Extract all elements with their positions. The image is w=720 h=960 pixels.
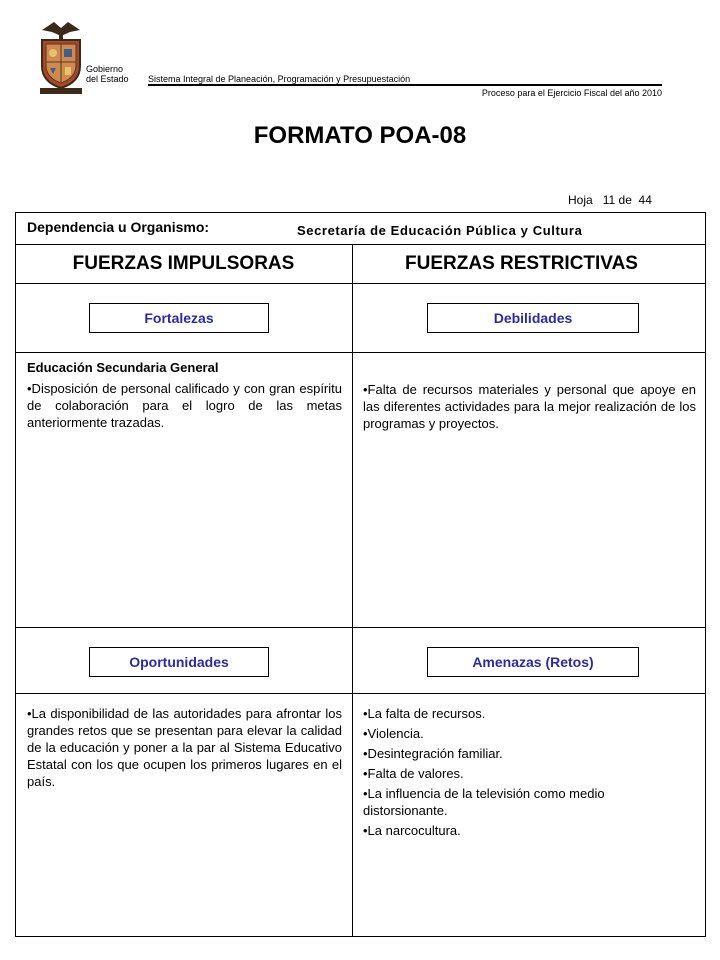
column-divider bbox=[352, 244, 353, 937]
system-name: Sistema Integral de Planeación, Programación y Presupuestación bbox=[148, 74, 411, 84]
gov-line-2: del Estado bbox=[86, 74, 129, 84]
list-item: •La narcocultura. bbox=[363, 823, 461, 838]
list-item: •La influencia de la televisión como medio distorsionante. bbox=[363, 786, 605, 818]
sheet-total: 44 bbox=[638, 193, 652, 207]
row-divider bbox=[15, 693, 706, 694]
dependency-label: Dependencia u Organismo: bbox=[27, 219, 210, 235]
state-seal-icon bbox=[36, 18, 86, 96]
sheet-counter bbox=[568, 193, 652, 207]
strengths-category: Educación Secundaria General bbox=[27, 360, 219, 375]
gov-line-1: Gobierno bbox=[86, 64, 124, 74]
sheet-current: 11 bbox=[602, 193, 616, 207]
sheet-of: de bbox=[618, 193, 632, 207]
row-divider bbox=[15, 244, 706, 245]
list-item: •Falta de recursos materiales y personal que apoye en las diferentes actividades para la mejor realización de los programas y proyectos. bbox=[363, 382, 696, 431]
threats-content bbox=[363, 705, 663, 842]
process-label: Proceso para el Ejercicio Fiscal del año 2010 bbox=[481, 88, 662, 98]
list-item: •Desintegración familiar. bbox=[363, 746, 503, 761]
opportunities-content bbox=[27, 705, 342, 793]
list-item: •Disposición de personal calificado y con gran espíritu de colaboración para el logro de las metas anteriormente trazadas. bbox=[27, 381, 342, 430]
dependency-value: Secretaría de Educación Pública y Cultura bbox=[297, 223, 583, 238]
strengths-heading: Fortalezas bbox=[89, 303, 269, 333]
sheet-label: Hoja bbox=[568, 193, 593, 207]
weaknesses-heading: Debilidades bbox=[427, 303, 639, 333]
strengths-content bbox=[27, 359, 342, 434]
list-item: •La falta de recursos. bbox=[363, 706, 486, 721]
restraining-forces-header: FUERZAS RESTRICTIVAS bbox=[405, 253, 638, 274]
list-item: •Falta de valores. bbox=[363, 766, 464, 781]
list-item: •La disponibilidad de las autoridades para afrontar los grandes retos que se presentan para elevar la calidad de la educación y poner a la par al Sistema Educativo Estatal con los que ocupen los primeros lugares en el país. bbox=[27, 706, 342, 789]
list-item: •Violencia. bbox=[363, 726, 424, 741]
row-divider bbox=[15, 627, 706, 628]
driving-forces-header: FUERZAS IMPULSORAS bbox=[72, 253, 295, 274]
weaknesses-content bbox=[363, 381, 696, 435]
row-divider bbox=[15, 283, 706, 284]
page-title: FORMATO POA-08 bbox=[253, 122, 467, 149]
opportunities-heading: Oportunidades bbox=[89, 647, 269, 677]
threats-heading: Amenazas (Retos) bbox=[427, 647, 639, 677]
row-divider bbox=[15, 352, 706, 353]
header-rule bbox=[148, 84, 662, 86]
